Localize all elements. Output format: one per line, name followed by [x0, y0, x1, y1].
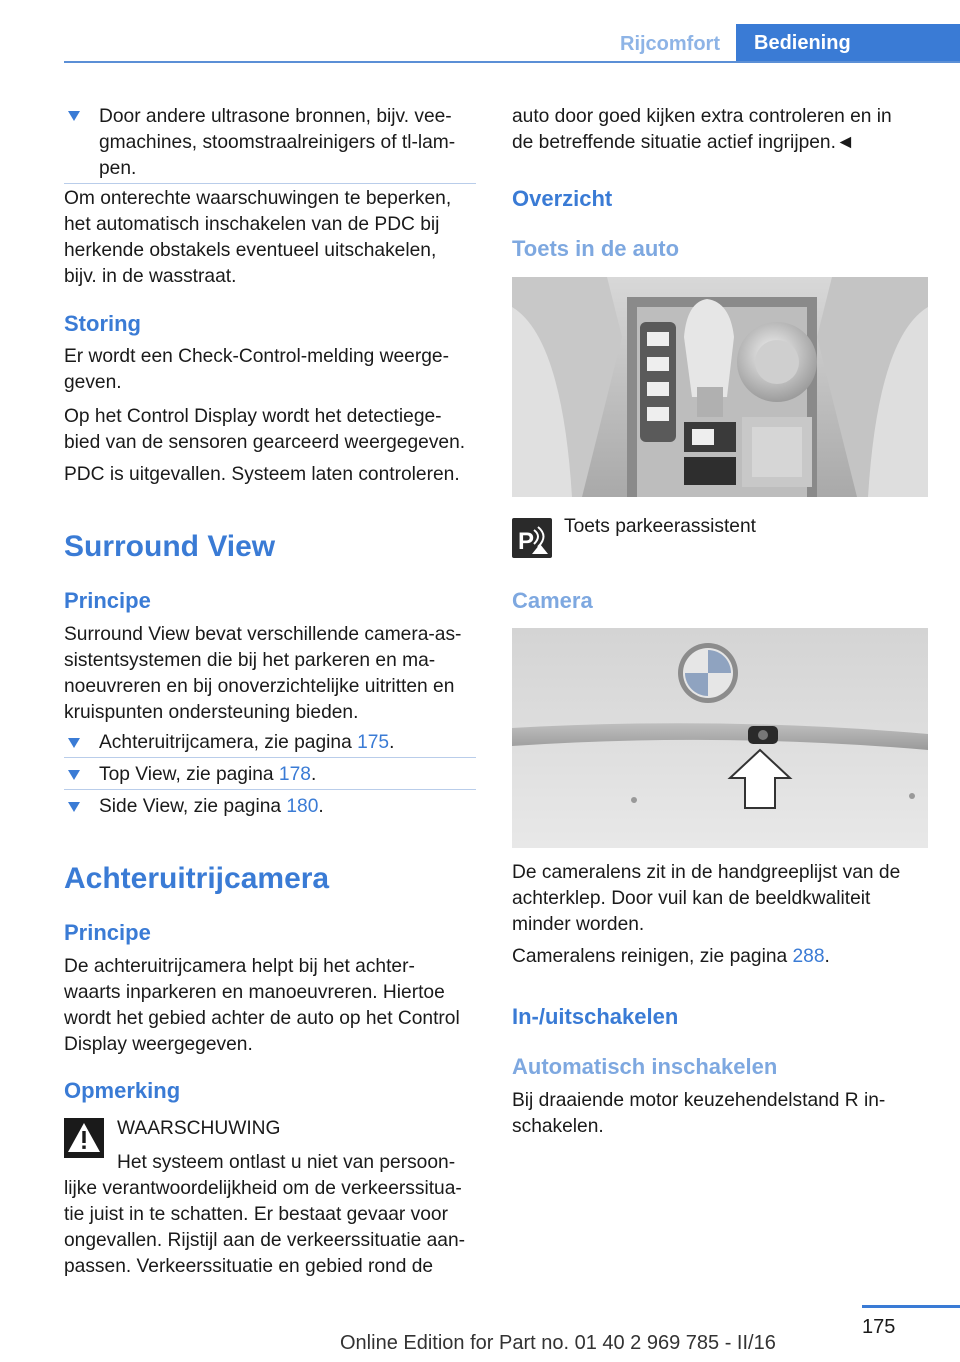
- bullet-divider: [64, 789, 476, 790]
- warning-icon: [64, 1118, 104, 1158]
- paragraph-line: kruispunten ondersteuning bieden.: [64, 702, 359, 723]
- warning-text-line: lijke verantwoordelijkheid om de verkeerssitua-: [64, 1178, 462, 1199]
- warning-text-line: Het systeem ontlast u niet van persoon-: [117, 1152, 456, 1173]
- chapter-title-achteruitrijcamera: Achteruitrijcamera: [64, 862, 330, 895]
- paragraph-line: minder worden.: [512, 914, 645, 935]
- page-link[interactable]: 178: [278, 764, 311, 785]
- paragraph-line: auto door goed kijken extra controleren en in: [512, 106, 892, 127]
- paragraph-line: Cameralens reinigen, zie pagina 288.: [512, 946, 830, 967]
- paragraph-line: wordt het gebied achter de auto op het Control: [64, 1008, 460, 1029]
- page-link[interactable]: 180: [286, 796, 319, 817]
- section-heading-storing: Storing: [64, 311, 141, 336]
- subheading-toets: Toets in de auto: [512, 236, 680, 261]
- paragraph-line: sistentsystemen die bij het parkeren en ma-: [64, 650, 436, 671]
- paragraph-line: herkende obstakels eventueel uitschakelen,: [64, 240, 437, 261]
- paragraph-line: geven.: [64, 372, 122, 393]
- paragraph-line: waarts inparkeren en manoeuvreren. Hiertoe: [64, 982, 445, 1003]
- footer-edition: Online Edition for Part no. 01 40 2 969 785 - II/16: [340, 1332, 776, 1354]
- subheading-automatisch: Automatisch inschakelen: [512, 1054, 778, 1079]
- section-heading-opmerking: Opmerking: [64, 1078, 181, 1103]
- warning-text-line: ongevallen. Rijstijl aan de verkeerssituatie aan-: [64, 1230, 466, 1251]
- section-heading-principe: Principe: [64, 920, 151, 945]
- bullet-text: pen.: [99, 158, 137, 179]
- paragraph-line: bijv. in de wasstraat.: [64, 266, 237, 287]
- icon-caption: Toets parkeerassistent: [564, 516, 756, 537]
- bullet-divider: [64, 757, 476, 758]
- paragraph-line: De achteruitrijcamera helpt bij het achter-: [64, 956, 415, 977]
- header-active-tab[interactable]: Bediening: [736, 24, 960, 62]
- warning-text-line: passen. Verkeerssituatie en gebied rond de: [64, 1256, 434, 1277]
- paragraph-line: het automatisch inschakelen van de PDC bij: [64, 214, 440, 235]
- section-heading-in-uitschakelen: In-/uitschakelen: [512, 1004, 679, 1029]
- center-console-photo: [512, 277, 928, 497]
- rear-camera-photo: [512, 628, 928, 848]
- list-item: Top View, zie pagina 178.: [99, 764, 317, 785]
- page-number: 175: [862, 1316, 896, 1338]
- paragraph-line: achterklep. Door vuil kan de beeldkwaliteit: [512, 888, 871, 909]
- subheading-camera: Camera: [512, 588, 593, 613]
- bullet-triangle-icon: [68, 802, 80, 812]
- footer-rule: [862, 1305, 960, 1308]
- bullet-triangle-icon: [68, 111, 80, 121]
- header-section-tab[interactable]: Rijcomfort: [620, 32, 720, 55]
- bullet-triangle-icon: [68, 770, 80, 780]
- svg-text:P: P: [518, 528, 535, 555]
- paragraph-line: Bij draaiende motor keuzehendelstand R in-: [512, 1090, 886, 1111]
- chapter-title-surround-view: Surround View: [64, 530, 276, 563]
- warning-label: WAARSCHUWING: [117, 1118, 281, 1139]
- header-rule: [64, 61, 960, 63]
- bullet-triangle-icon: [68, 738, 80, 748]
- bullet-text: gmachines, stoomstraalreinigers of tl-lam-: [99, 132, 456, 153]
- warning-text-line: tie juist in te schatten. Er bestaat gevaar voor: [64, 1204, 448, 1225]
- page-link[interactable]: 288: [792, 946, 825, 967]
- paragraph-line: De cameralens zit in de handgreeplijst van de: [512, 862, 901, 883]
- paragraph-line: Er wordt een Check-Control-melding weerge-: [64, 346, 449, 367]
- page-link[interactable]: 175: [357, 732, 390, 753]
- paragraph-line: de betreffende situatie actief ingrijpen.◄: [512, 132, 855, 153]
- section-heading-principe: Principe: [64, 588, 151, 613]
- section-heading-overzicht: Overzicht: [512, 186, 613, 211]
- paragraph-line: noeuvreren en bij onoverzichtelijke uitritten en: [64, 676, 455, 697]
- paragraph-line: schakelen.: [512, 1116, 604, 1137]
- paragraph-line: Op het Control Display wordt het detectiege-: [64, 406, 442, 427]
- list-item: Achteruitrijcamera, zie pagina 175.: [99, 732, 395, 753]
- bullet-text: Door andere ultrasone bronnen, bijv. vee-: [99, 106, 452, 127]
- paragraph-line: Surround View bevat verschillende camera-as-: [64, 624, 462, 645]
- paragraph-line: Display weergegeven.: [64, 1034, 253, 1055]
- paragraph-line: bied van de sensoren gearceerd weergegeven.: [64, 432, 466, 453]
- bullet-divider: [64, 183, 476, 184]
- parking-assistant-icon: [512, 518, 552, 558]
- paragraph-line: PDC is uitgevallen. Systeem laten controleren.: [64, 464, 460, 485]
- list-item: Side View, zie pagina 180.: [99, 796, 324, 817]
- paragraph-line: Om onterechte waarschuwingen te beperken,: [64, 188, 452, 209]
